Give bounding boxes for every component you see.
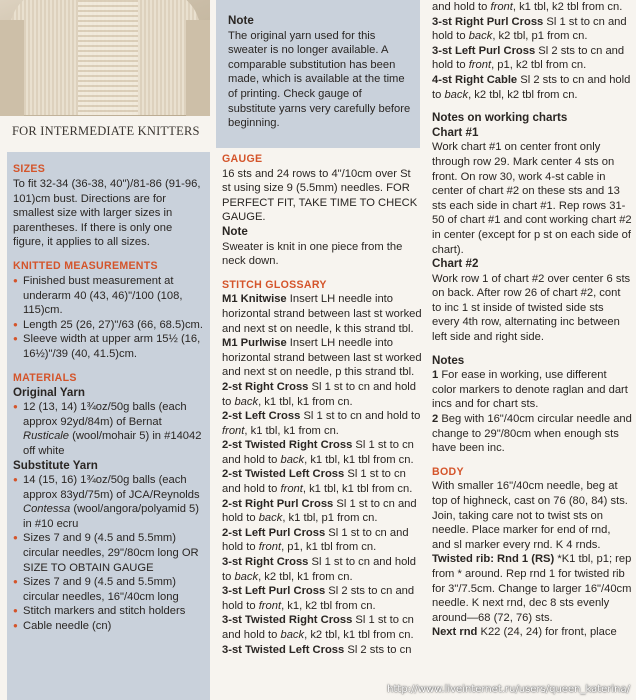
glossary-entry: M1 Purlwise Insert LH needle into horizontal strand between last st worked and next st on needle, p this strand tbl. (222, 337, 422, 379)
gauge-note-heading: Note (222, 224, 248, 238)
glossary-entry: 2-st Left Cross Sl 1 st to cn and hold to front, k1 tbl, k1 from cn. (222, 410, 421, 437)
note-item: 1 For ease in working, use different color markers to denote raglan and dart incs and for chart sts. (432, 369, 628, 411)
yarn-note-box (216, 0, 420, 148)
material-item: ● Stitch markers and stitch holders (13, 604, 204, 619)
glossary-entry: 3-st Right Purl Cross Sl 1 st to cn and hold to back, k2 tbl, p1 from cn. (432, 15, 627, 43)
sleeve-left (0, 20, 24, 116)
gauge-note-text: Sweater is knit in one piece from the neck down. (222, 240, 403, 268)
cable-panel (78, 0, 138, 115)
glossary-entry: 3-st Left Purl Cross Sl 2 sts to cn and hold to front, p1, k2 tbl from cn. (432, 44, 625, 72)
note-item: 2 Beg with 16"/40cm circular needle and change to 29"/80cm when enough sts have been inc. (432, 413, 632, 455)
body-heading: BODY (432, 465, 464, 478)
substitute-yarn-item: ● 14 (15, 16) 1¾oz/50g balls (each approx 83yd/75m) of JCA/Reynolds Contessa (wool/angora/polyamid 5) in #10 ecru (13, 473, 204, 531)
material-item: ● Cable needle (cn) (13, 619, 204, 634)
original-yarn-heading: Original Yarn (13, 385, 85, 399)
measurement-item: ● Finished bust measurement at underarm 40 (43, 46)"/100 (108, 115)cm. (13, 274, 204, 318)
glossary-heading: STITCH GLOSSARY (222, 278, 327, 291)
next-rnd-text: Next rnd K22 (24, 24) for front, place (432, 626, 617, 639)
glossary-continued: and hold to front, k1 tbl, k2 tbl from cn. (432, 1, 623, 13)
measurements-heading: KNITTED MEASUREMENTS (13, 259, 158, 272)
glossary-entry: 3-st Twisted Right Cross Sl 1 st to cn and hold to back, k2 tbl, k1 tbl from cn. (222, 614, 414, 641)
sleeve-right (186, 20, 210, 116)
material-item: ● Sizes 7 and 9 (4.5 and 5.5mm) circular needles, 29"/80cm long OR SIZE TO OBTAIN GAUGE (13, 531, 204, 575)
sizes-text: To fit 32-34 (36-38, 40")/81-86 (91-96, 101)cm bust. Directions are for smallest size with larger sizes in parentheses. If there is only one figure, it applies to all sizes. (13, 178, 201, 249)
note-heading: Note (228, 14, 254, 27)
glossary-entry: 2-st Twisted Left Cross Sl 1 st to cn and hold to front, k1 tbl, k1 tbl from cn. (222, 468, 413, 496)
note-text: The original yarn used for this sweater is no longer available. A comparable substitution has been made, which is available at the time of printing. Check gauge of substitute yarns very carefully before beginning. (228, 29, 411, 130)
substitute-yarn-heading: Substitute Yarn (13, 458, 98, 472)
chart2-text: Work row 1 of chart #2 over center 6 sts on back. After row 26 of chart #2, cont to inc 1 st inside of twisted side sts every 4th row, alternating inc between left side and right side. (432, 272, 631, 344)
sizes-heading: SIZES (13, 163, 46, 175)
middle-column (222, 152, 422, 657)
gauge-heading: GAUGE (222, 153, 263, 165)
glossary-entry: 3-st Twisted Left Cross Sl 2 sts to cn (222, 643, 412, 656)
skill-level: FOR INTERMEDIATE KNITTERS (12, 124, 200, 138)
body-text: With smaller 16"/40cm needle, beg at top of highneck, cast on 76 (80, 84) sts. Join, taking care not to twist sts on needle. Place marker for end of rnd, and sl marker every rnd. K 4 rnds. (432, 480, 628, 551)
right-column (432, 0, 632, 640)
glossary-entry: 2-st Twisted Right Cross Sl 1 st to cn and hold to back, k1 tbl, k1 tbl from cn. (222, 439, 414, 466)
watermark-url: http://www.liveinternet.ru/users/queen_katerina/ (387, 684, 630, 696)
sweater-photo (0, 0, 210, 116)
gauge-text: 16 sts and 24 rows to 4"/10cm over St st using size 9 (5.5mm) needles. FOR PERFECT FIT, TAKE TIME TO CHECK GAUGE. (222, 167, 418, 224)
chart1-heading: Chart #1 (432, 125, 479, 139)
glossary-entry: 2-st Right Cross Sl 1 st to cn and hold to back, k1 tbl, k1 from cn. (222, 380, 416, 408)
material-item: ● Sizes 7 and 9 (4.5 and 5.5mm) circular needles, 16"/40cm long (13, 575, 204, 604)
glossary-entry: 2-st Left Purl Cross Sl 1 st to cn and hold to front, p1, k1 tbl from cn. (222, 526, 409, 554)
measurement-item: ● Length 25 (26, 27)"/63 (66, 68.5)cm. (13, 318, 204, 333)
glossary-entry: 2-st Right Purl Cross Sl 1 st to cn and hold to back, k1 tbl, p1 from cn. (222, 497, 417, 525)
sidebar (7, 152, 210, 700)
chart2-heading: Chart #2 (432, 257, 479, 271)
glossary-entry: 3-st Right Cross Sl 1 st to cn and hold to back, k2 tbl, k1 from cn. (222, 556, 416, 583)
charts-heading: Notes on working charts (432, 111, 568, 125)
glossary-entry: 3-st Left Purl Cross Sl 2 sts to cn and hold to front, k1, k2 tbl from cn. (222, 585, 415, 612)
twisted-rib-text: Twisted rib: Rnd 1 (RS) *K1 tbl, p1; rep from * around. Rep rnd 1 for twisted rib for 3"/7.5cm. Change to larger 16"/40cm needle. K next rnd, dec 8 sts evenly around—68 (72, 76) sts. (432, 553, 632, 624)
glossary-entry: M1 Knitwise Insert LH needle into horizontal strand between last st worked and next st on needle, k this strand tbl. (222, 293, 422, 335)
measurement-item: ● Sleeve width at upper arm 15½ (16, 16½)"/39 (40, 41.5)cm. (13, 332, 204, 361)
original-yarn-item: ● 12 (13, 14) 1¾oz/50g balls (each approx 92yd/84m) of Bernat Rusticale (wool/mohair 5) in #14042 off white (13, 400, 204, 458)
chart1-text: Work chart #1 on center front only through row 29. Mark center 4 sts on front. On row 30, work 4-st cable in center of chart #2 on these sts and 13 sts each side in chart #1. Rep rows 31-50 of chart #1 and cont working chart #2 in center (except for p st on each side of chart). (432, 141, 632, 256)
materials-heading: MATERIALS (13, 371, 77, 384)
glossary-entry: 4-st Right Cable Sl 2 sts to cn and hold to back, k2 tbl, k2 tbl from cn. (432, 73, 631, 101)
notes-heading: Notes (432, 353, 465, 367)
